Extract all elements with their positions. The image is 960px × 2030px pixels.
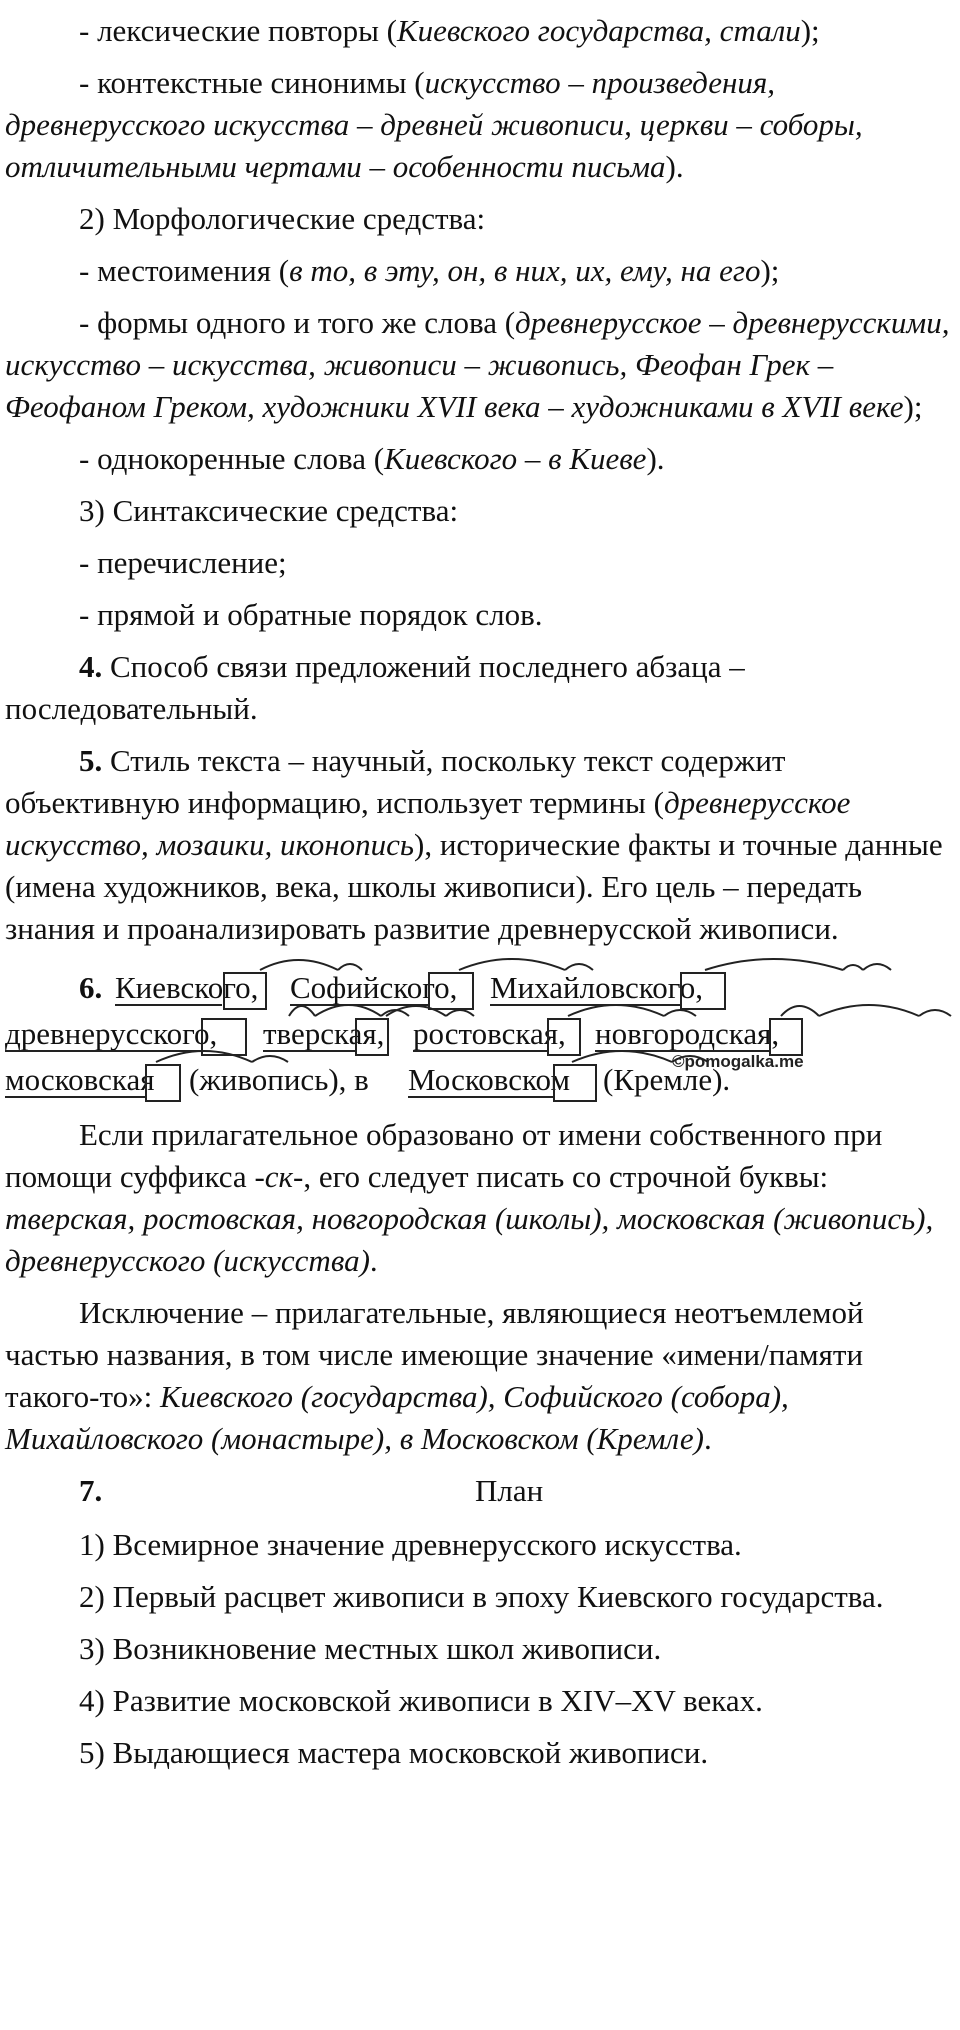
morph-line-2 bbox=[5, 1012, 955, 1056]
item-7-number: 7. bbox=[79, 1473, 103, 1508]
plan-point-4: 4) Развитие московской живописи в XIV–XV веках. bbox=[79, 1683, 763, 1718]
root-arc bbox=[703, 952, 903, 972]
stem-underline bbox=[115, 1004, 222, 1006]
text-kremle: (Кремле). bbox=[603, 1062, 731, 1097]
ending-box bbox=[145, 1064, 181, 1102]
plan-point-1: 1) Всемирное значение древнерусского искусства. bbox=[79, 1527, 742, 1562]
morph-word-novgorodskaya: новгородская, bbox=[595, 1012, 779, 1056]
plan-point-2: 2) Первый расцвет живописи в эпоху Киевского государства. bbox=[79, 1579, 884, 1614]
root-arc bbox=[779, 998, 959, 1018]
document-page bbox=[5, 10, 955, 1784]
word-order: - прямой и обратные порядок слов. bbox=[79, 597, 543, 632]
plan-title: План bbox=[475, 1473, 544, 1508]
morph-word-moskovskaya: московская bbox=[5, 1058, 154, 1102]
exception-paragraph: Исключение – прилагательные, являющиеся неотъемлемой частью названия, в том числе имеющие значение «имени/памяти такого-то»: Киевского (государства), Софийского (собора), Михайловского (монастыре), в Московском (Кремле). bbox=[5, 1295, 864, 1456]
item-5: 5. Стиль текста – научный, поскольку текст содержит объективную информацию, использует термины (древнерусское искусство, мозаики, иконопись), исторические факты и точные данные (имена художников, века, школы живописи). Его цель – передать знания и проанализировать развитие древнерусской живописи. bbox=[5, 743, 943, 946]
stem-underline bbox=[413, 1050, 547, 1052]
plan-point-5: 5) Выдающиеся мастера московской живописи. bbox=[79, 1735, 709, 1770]
rule-paragraph: Если прилагательное образовано от имени собственного при помощи суффикса -ск-, его следует писать со строчной буквы: тверская, ростовская, новгородская (школы), московская (живопись), древнерусского (искусства). bbox=[5, 1117, 934, 1278]
morph-line-3 bbox=[5, 1058, 955, 1102]
text-zhivopis: (живопись), в bbox=[189, 1062, 369, 1097]
stem-underline bbox=[5, 1096, 145, 1098]
item-6-number: 6. bbox=[79, 970, 103, 1005]
morph-word-kievskogo: Киевского, bbox=[115, 966, 258, 1010]
morph-word-drevnerusskogo: древнерусского, bbox=[5, 1012, 217, 1056]
ending-box bbox=[769, 1018, 803, 1056]
morph-word-rostovskaya: ростовская, bbox=[413, 1012, 566, 1056]
ending-box bbox=[553, 1064, 597, 1102]
item-4: 4. Способ связи предложений последнего абзаца – последовательный. bbox=[5, 649, 745, 726]
morph-means-heading: 2) Морфологические средства: bbox=[79, 201, 486, 236]
watermark: ©pomogalka.me bbox=[672, 1052, 804, 1071]
enumeration: - перечисление; bbox=[79, 545, 287, 580]
morph-word-moskovskom: Московском bbox=[408, 1058, 570, 1102]
ending-box bbox=[355, 1018, 389, 1056]
lexical-repeats: - лексические повторы (Киевского государства, стали); bbox=[79, 13, 820, 48]
plan-point-3: 3) Возникновение местных школ живописи. bbox=[79, 1631, 662, 1666]
context-synonyms: - контекстные синонимы (искусство – произведения, древнерусского искусства – древней живописи, церкви – соборы, отличительными чертами – особенности письма). bbox=[5, 65, 863, 184]
syntax-means-heading: 3) Синтаксические средства: bbox=[79, 493, 459, 528]
morph-word-mikhaylovskogo: Михайловского, bbox=[490, 966, 703, 1010]
stem-underline bbox=[408, 1096, 553, 1098]
pronouns: - местоимения (в то, в эту, он, в них, их, ему, на его); bbox=[79, 253, 780, 288]
item-7-heading bbox=[5, 1470, 955, 1514]
cognates: - однокоренные слова (Киевского – в Киеве). bbox=[79, 441, 665, 476]
word-forms: - формы одного и того же слова (древнерусское – древнерусскими, искусство – искусства, живописи – живопись, Феофан Грек – Феофаном Греком, художники XVII века – художниками в XVII веке); bbox=[5, 305, 950, 424]
morph-word-tverskaya: тверская, bbox=[263, 1012, 384, 1056]
morph-word-sofiyskogo: Софийского, bbox=[290, 966, 457, 1010]
